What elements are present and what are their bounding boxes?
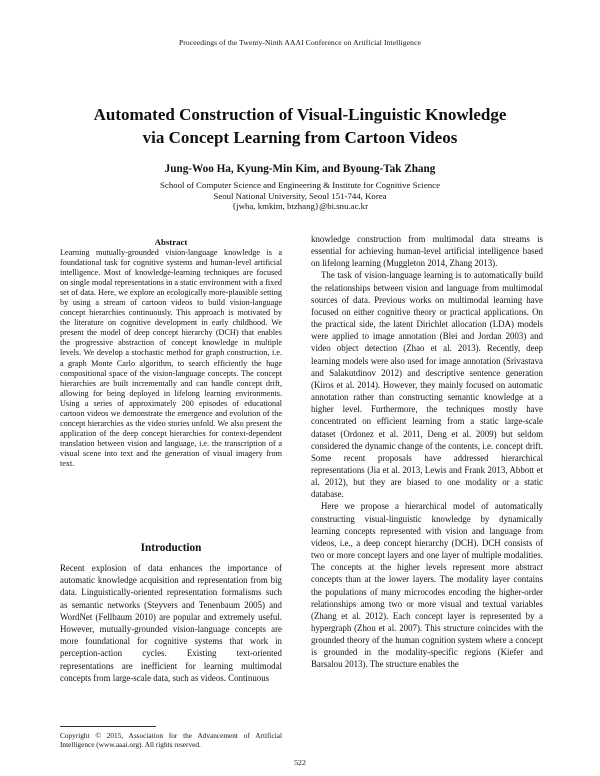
affiliation-line-2: Seoul National University, Seoul 151-744, Korea [213,190,387,201]
right-paragraph-3: Here we propose a hierarchical model of automatically constructing visual-linguistic knowledge by dynamically learning concepts represented with vision and language from videos, i.e., a deep concept hierarchy (DCH). DCH consists of two or more concept layers and one layer of multiple modalities. The concepts at the higher levels represent more abstract concepts than at the lower layers. The modality layer contains the populations of many microcodes encoding the higher-order relationships among two or more visual and textual variables (Zhang et al. 2012). Each concept layer is represented by a hypergraph (Zhou et al. 2007). This structure coincides with the grounded theory of the human cognition system where a concept is grounded in the modality-specific regions (Kiefer and Barsalou 2013). The structure enables the [311,501,543,670]
affiliation [40,180,560,212]
affiliation-emails: {jwha, kmkim, btzhang}@bi.snu.ac.kr [231,201,368,211]
introduction-text: Recent explosion of data enhances the importance of automatic knowledge acquisition and representation from big data. Linguistically-oriented representation formalisms such as semantic networks (Steyvers and Tenenbaum 2005) and WordNet (Fellbaum 2010) are popular and extremely useful. However, mutually-grounded vision-language concepts are more foundational for cognitive systems that work in perception-action cycles. Existing text-oriented representations are inefficient for learning multimodal concepts from large-scale data, such as videos. Continuous [60,563,282,683]
running-head: Proceedings of the Twenty-Ninth AAAI Conference on Artificial Intelligence [178,38,422,47]
introduction-heading: Introduction [140,542,202,554]
affiliation-line-1: School of Computer Science and Engineering & Institute for Cognitive Science [160,180,440,190]
authors: Jung-Woo Ha, Kyung-Min Kim, and Byoung-Tak Zhang [164,163,436,175]
title-line-1: Automated Construction of Visual-Linguistic Knowledge [93,105,507,124]
footnote-rule [60,726,156,727]
right-paragraph-2: The task of vision-language learning is to automatically build the relationships between vision and language from multimodal sources of data. Previous works on multimodal learning have focused on either cognitive theory or practical applications. On the practical side, the latent Dirichlet allocation (LDA) models were applied to image annotation (Blei and Jordan 2003) and video object detection (Zhao et al. 2013). Recently, deep learning models were also used for image annotation (Srivastava and Salakutdinov 2012) and descriptive sentence generation (Kiros et al. 2014). However, they mainly focused on automatic annotation rather than constructing semantic knowledge at a higher level. Furthermore, the techniques mostly have concentrated on efficient learning from a static large-scale dataset (Ordonez et al. 2011, Deng et al. 2009) but seldom considered the dynamic change of the contents, i.e. concept drift. Some recent proposals have addressed hierarchical representations (Jia et al. 2013, Lewis and Frank 2013, Abbott et al. 2012), but they are biased to one modality or a static database. [311,270,543,500]
page-number: 522 [294,758,306,767]
right-column [311,233,543,671]
paper-title [40,103,560,149]
copyright-notice: Copyright © 2015, Association for the Advancement of Artificial Intelligence (www.aaai.org). All rights reserved. [60,731,282,749]
abstract-text: Learning mutually-grounded vision-language knowledge is a foundational task for cognitive systems and human-level artificial intelligence. Most of knowledge-learning techniques are focused on single modal representations in a static environment with a fixed set of data. Here, we explore an ecologically more-plausible setting by using a stream of cartoon videos to build vision-language concept hierarchies continuously. This approach is motivated by the literature on cognitive development in early childhood. We present the model of deep concept hierarchy (DCH) that enables the progressive abstraction of concept knowledge in multiple levels. We develop a stochastic method for graph construction, i.e. a graph Monte Carlo algorithm, to search efficiently the huge compositional space of the vision-language concepts. The concept hierarchies are built incrementally and can handle concept drift, allowing for being deployed in lifelong learning environments. Using a series of approximately 200 episodes of educational cartoon videos we demonstrate the emergence and evolution of the concept hierarchies as the video stories unfold. We also present the application of the deep concept hierarchies for context-dependent translation between vision and language, i.e. the transcription of a visual scene into text and the generation of visual imagery from text. [60,248,282,468]
title-line-2: via Concept Learning from Cartoon Videos [142,128,458,147]
abstract-heading: Abstract [154,237,188,247]
right-paragraph-1: knowledge construction from multimodal data streams is essential for achieving human-level artificial intelligence based on lifelong learning (Muggleton 2014, Zhang 2013). [311,234,543,269]
